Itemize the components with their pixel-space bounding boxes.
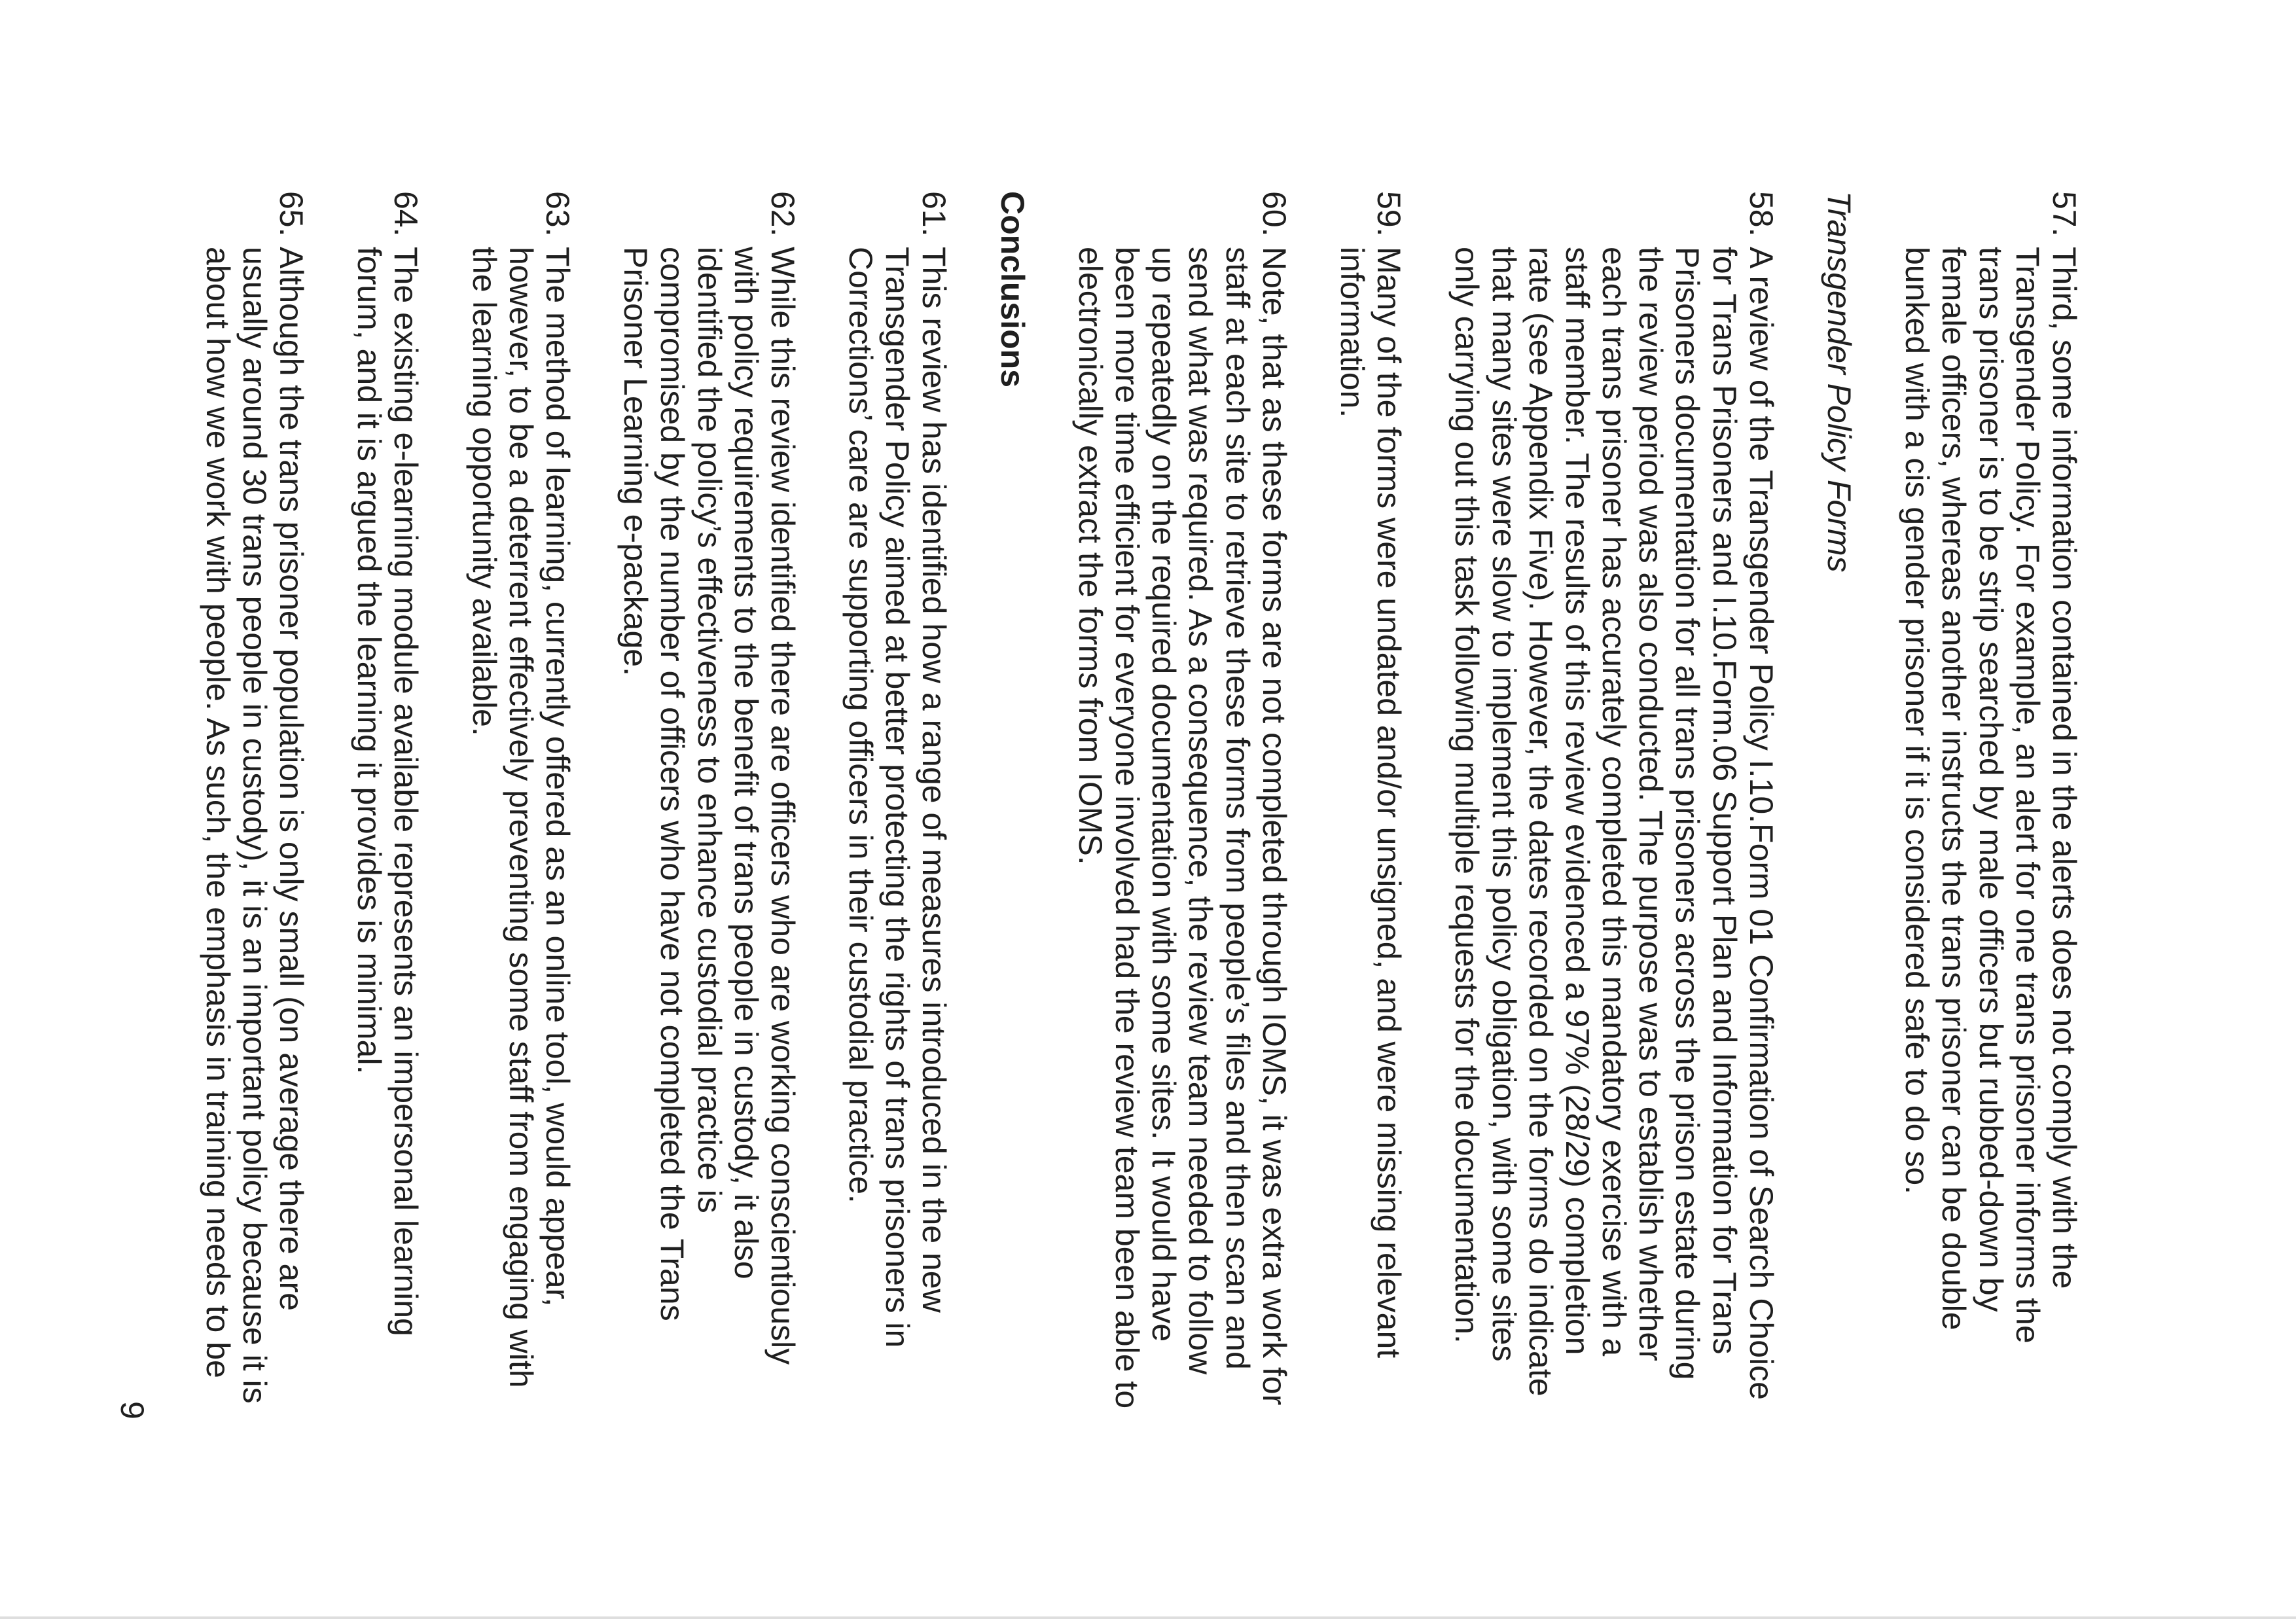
section-continued xyxy=(1899,191,2083,1448)
paragraph-58 xyxy=(1448,191,1780,1448)
paragraph-line: staff member. The results of this review evidenced a 97% (28/29) completion xyxy=(1558,247,1596,1355)
paragraph-62 xyxy=(617,191,801,1448)
paragraph-line: with policy requirements to the benefit of trans people in custody, it also xyxy=(727,247,764,1279)
paragraph-64 xyxy=(351,191,424,1448)
paragraph-number: 64. xyxy=(387,191,425,237)
paragraph-63 xyxy=(465,191,576,1448)
paragraph-line xyxy=(273,191,310,1448)
paragraph-text: Third, some information contained in the alerts does not comply with the xyxy=(2046,247,2083,1289)
paragraph-text: While this review identified there are officers who are working conscientiously xyxy=(764,247,801,1365)
paragraph-line: Transgender Policy aimed at better protecting the rights of trans prisoners in xyxy=(879,247,916,1348)
paragraph-line xyxy=(764,191,801,1448)
paragraph-line: Corrections’ care are supporting officers in their custodial practice. xyxy=(842,247,880,1204)
paragraph-text: The method of learning, currently offered as an online tool, would appear, xyxy=(539,247,576,1307)
paragraph-line xyxy=(1256,191,1293,1448)
paragraph-line: forum, and it is argued the learning it provides is minimal. xyxy=(351,247,388,1075)
paragraph-number: 57. xyxy=(2046,191,2083,237)
paragraph-number: 63. xyxy=(539,191,576,237)
paragraph-60 xyxy=(1072,191,1293,1448)
paragraph-line: the review period was also conducted. The purpose was to establish whether xyxy=(1632,247,1670,1361)
paragraph-line: Prisoner Learning e-package. xyxy=(617,247,655,676)
paragraph-text: A review of the Transgender Policy I.10.Form 01 Confirmation of Search Choice xyxy=(1742,247,1780,1400)
paragraph-line: information. xyxy=(1334,247,1371,418)
paragraph-line: that many sites were slow to implement this policy obligation, with some sites xyxy=(1485,247,1522,1362)
paragraph-line xyxy=(2046,191,2083,1448)
paragraph-line: trans prisoner is to be strip searched by male officers but rubbed-down by xyxy=(1972,247,2009,1312)
paragraph-line: identified the policy’s effectiveness to enhance custodial practice is xyxy=(691,247,728,1213)
paragraph-65 xyxy=(200,191,310,1448)
paragraph-line: however, to be a deterrent effectively preventing some staff from engaging with xyxy=(502,247,539,1388)
paragraph-line xyxy=(1743,191,1780,1448)
paragraph-61 xyxy=(842,191,953,1448)
paragraph-line: the learning opportunity available. xyxy=(465,247,503,736)
scan-edge-line xyxy=(0,1616,2296,1619)
section-heading: Transgender Policy Forms xyxy=(1821,191,1858,573)
page-body xyxy=(158,191,2083,1448)
paragraph-line xyxy=(1371,191,1407,1448)
paragraph-number: 58. xyxy=(1742,191,1780,237)
paragraph-line: staff at each site to retrieve these forms from people’s files and then scan and xyxy=(1219,247,1256,1370)
paragraph-line: only carrying out this task following multiple requests for the documentation. xyxy=(1448,247,1486,1344)
paragraph-59 xyxy=(1334,191,1407,1448)
paragraph-line: electronically extract the forms from IOMS. xyxy=(1071,247,1109,865)
paragraph-line: been more time efficient for everyone involved had the review team been able to xyxy=(1109,247,1146,1409)
paragraph-text: This review has identified how a range of measures introduced in the new xyxy=(916,247,953,1313)
page-number: 9 xyxy=(114,1401,151,1419)
paragraph-57 xyxy=(1899,191,2083,1448)
section-transgender-policy-forms xyxy=(1072,191,1857,1448)
paragraph-line: about how we work with people. As such, the emphasis in training needs to be xyxy=(199,247,236,1378)
paragraph-line: female officers, whereas another instructs the trans prisoner can be double xyxy=(1935,247,1973,1330)
paragraph-line: usually around 30 trans people in custody), it is an important policy because it is xyxy=(236,247,273,1404)
paragraph-line xyxy=(916,191,952,1448)
paragraph-line: send what was required. As a consequence, the review team needed to follow xyxy=(1182,247,1219,1375)
paragraph-line: Prisoners documentation for all trans prisoners across the prison estate during xyxy=(1669,247,1706,1380)
paragraph-text: Note, that as these forms are not completed through IOMS, it was extra work for xyxy=(1255,247,1293,1406)
paragraph-line: compromised by the number of officers who have not completed the Trans xyxy=(654,247,691,1321)
section-conclusions xyxy=(200,191,1031,1448)
paragraph-text: The existing e-learning module available represents an impersonal learning xyxy=(387,247,425,1336)
paragraph-number: 65. xyxy=(273,191,310,237)
paragraph-line: up repeatedly on the required documentation with some sites. It would have xyxy=(1145,247,1183,1342)
paragraph-line: rate (see Appendix Five). However, the dates recorded on the forms do indicate xyxy=(1522,247,1559,1397)
paragraph-text: Many of the forms were undated and/or unsigned, and were missing relevant xyxy=(1371,247,1408,1359)
paragraph-line: Transgender Policy. For example, an alert for one trans prisoner informs the xyxy=(2009,247,2046,1344)
section-heading: Conclusions xyxy=(994,191,1031,388)
paragraph-number: 61. xyxy=(916,191,953,237)
paragraph-number: 60. xyxy=(1255,191,1293,237)
paragraph-line xyxy=(387,191,424,1448)
paragraph-line: for Trans Prisoners and I.10.Form.06 Support Plan and Information for Trans xyxy=(1706,247,1743,1355)
paragraph-number: 59. xyxy=(1371,191,1408,237)
paragraph-line xyxy=(539,191,576,1448)
paragraph-text: Although the trans prisoner population is only small (on average there are xyxy=(273,247,310,1311)
paragraph-line: bunked with a cis gender prisoner if it is considered safe to do so. xyxy=(1899,247,1936,1195)
paragraph-line: each trans prisoner has accurately completed this mandatory exercise with a xyxy=(1596,247,1633,1357)
paragraph-number: 62. xyxy=(764,191,801,237)
